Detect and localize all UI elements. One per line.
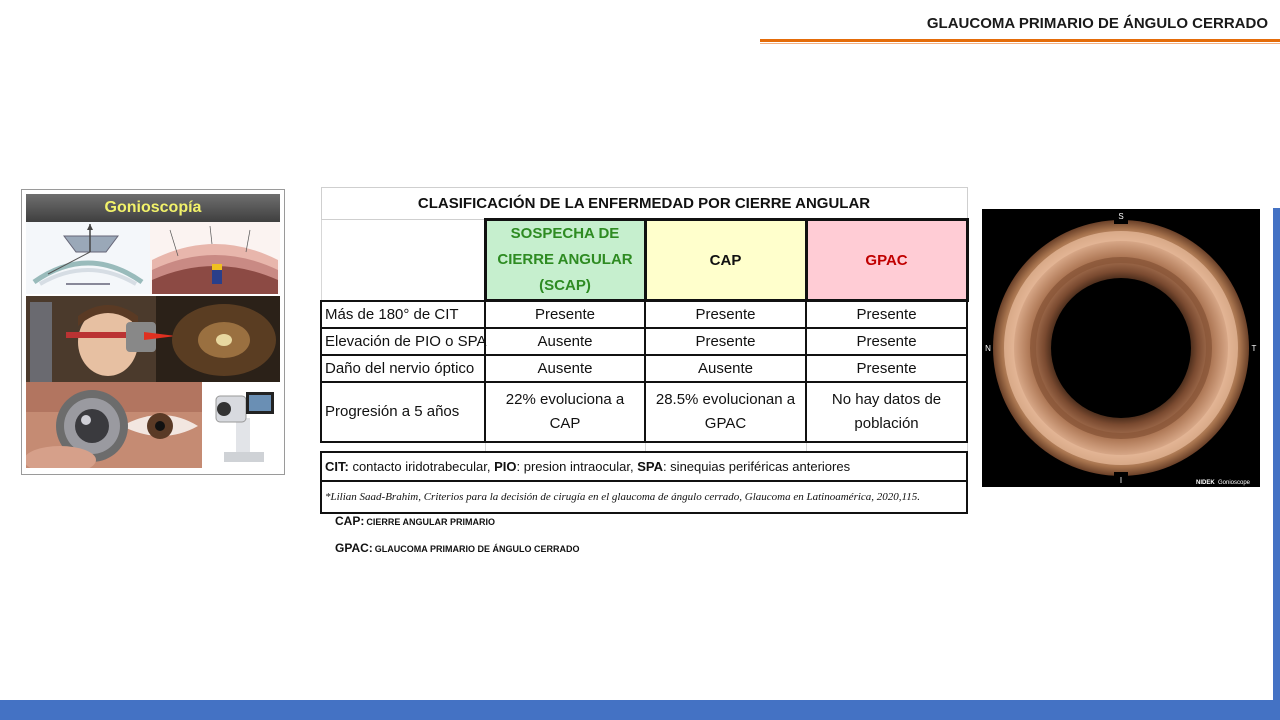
table-corner-cell: [321, 220, 485, 301]
gonioscope-device-photo: [202, 382, 280, 468]
abbreviation-definition: CIERRE ANGULAR PRIMARIO: [366, 517, 496, 527]
table-title: CLASIFICACIÓN DE LA ENFERMEDAD POR CIERRE ANGULAR: [321, 188, 967, 220]
table-cell: 22% evoluciona a CAP: [485, 382, 645, 442]
table-cell: Presente: [645, 328, 806, 355]
note-pio-abbr: PIO: [494, 459, 517, 474]
brand-sub: Gonioscope: [1218, 480, 1251, 486]
right-accent-bar: [1273, 208, 1280, 700]
gonioscopy-title: Gonioscopía: [26, 194, 280, 222]
title-underline-light: [760, 43, 1280, 44]
table-cell: Ausente: [645, 355, 806, 382]
gonioscopy-optics-diagram: [26, 222, 150, 294]
abbreviation-definition: GLAUCOMA PRIMARIO DE ÁNGULO CERRADO: [374, 544, 580, 554]
abbreviation-gpac: [335, 541, 579, 555]
slit-lamp-exam-photo: [26, 296, 280, 382]
slide-title: GLAUCOMA PRIMARIO DE ÁNGULO CERRADO: [926, 15, 1268, 32]
table-row: [321, 301, 967, 329]
pupil-center: [1051, 278, 1191, 418]
note-spa-abbr: SPA: [637, 459, 663, 474]
classification-table: [320, 187, 966, 514]
table-row: [321, 382, 967, 442]
abbreviation-cap: [335, 514, 495, 528]
column-header-gpac: GPAC: [806, 220, 967, 301]
column-header-cap: CAP: [645, 220, 806, 301]
label-inferior: I: [1119, 476, 1123, 485]
label-superior: S: [1118, 212, 1124, 221]
bottom-accent-bar: [0, 700, 1280, 720]
note-spa-text: : sinequias periféricas anteriores: [662, 459, 851, 474]
gonioscope-360-photo: [982, 209, 1260, 487]
abbreviation-term: CAP:: [335, 514, 365, 528]
note-pio-text: : presion intraocular,: [516, 459, 638, 474]
row-label: Daño del nervio óptico: [321, 355, 485, 382]
spacer-cell: [485, 442, 645, 452]
row-label: Progresión a 5 años: [321, 382, 485, 442]
abbreviation-term: GPAC:: [335, 541, 373, 555]
table-cell: Ausente: [485, 355, 645, 382]
note-cit-text: contacto iridotrabecular,: [348, 459, 495, 474]
reference-citation: *Lilian Saad-Brahim, Criterios para la decisión de cirugía en el glaucoma de ángulo cerrado, Glaucoma en Latinoamérica, 2020,115.: [321, 481, 967, 513]
abbreviation-note: [321, 452, 967, 481]
label-nasal: N: [985, 344, 991, 353]
gonioscopy-angle-diagram: [150, 222, 280, 294]
table-cell: Presente: [806, 355, 967, 382]
spacer-cell: [321, 442, 485, 452]
column-header-scap: SOSPECHA DE CIERRE ANGULAR (SCAP): [485, 220, 645, 301]
table-row: [321, 328, 967, 355]
title-underline: [760, 39, 1280, 42]
note-cit-abbr: CIT:: [325, 459, 349, 474]
label-temporal: T: [1251, 344, 1257, 353]
table-cell: Presente: [806, 301, 967, 329]
table-cell: 28.5% evolucionan a GPAC: [645, 382, 806, 442]
gonioscopy-collage: [21, 189, 285, 475]
table-cell: Ausente: [485, 328, 645, 355]
spacer-cell: [806, 442, 967, 452]
brand-name: NIDEK: [1196, 480, 1215, 486]
row-label: Más de 180° de CIT: [321, 301, 485, 329]
table-cell: Presente: [485, 301, 645, 329]
table-cell: No hay datos de población: [806, 382, 967, 442]
table-cell: Presente: [806, 328, 967, 355]
table-cell: Presente: [645, 301, 806, 329]
spacer-cell: [645, 442, 806, 452]
gonio-lens-on-eye-photo: [26, 382, 202, 468]
table-row: [321, 355, 967, 382]
row-label: Elevación de PIO o SPA: [321, 328, 485, 355]
